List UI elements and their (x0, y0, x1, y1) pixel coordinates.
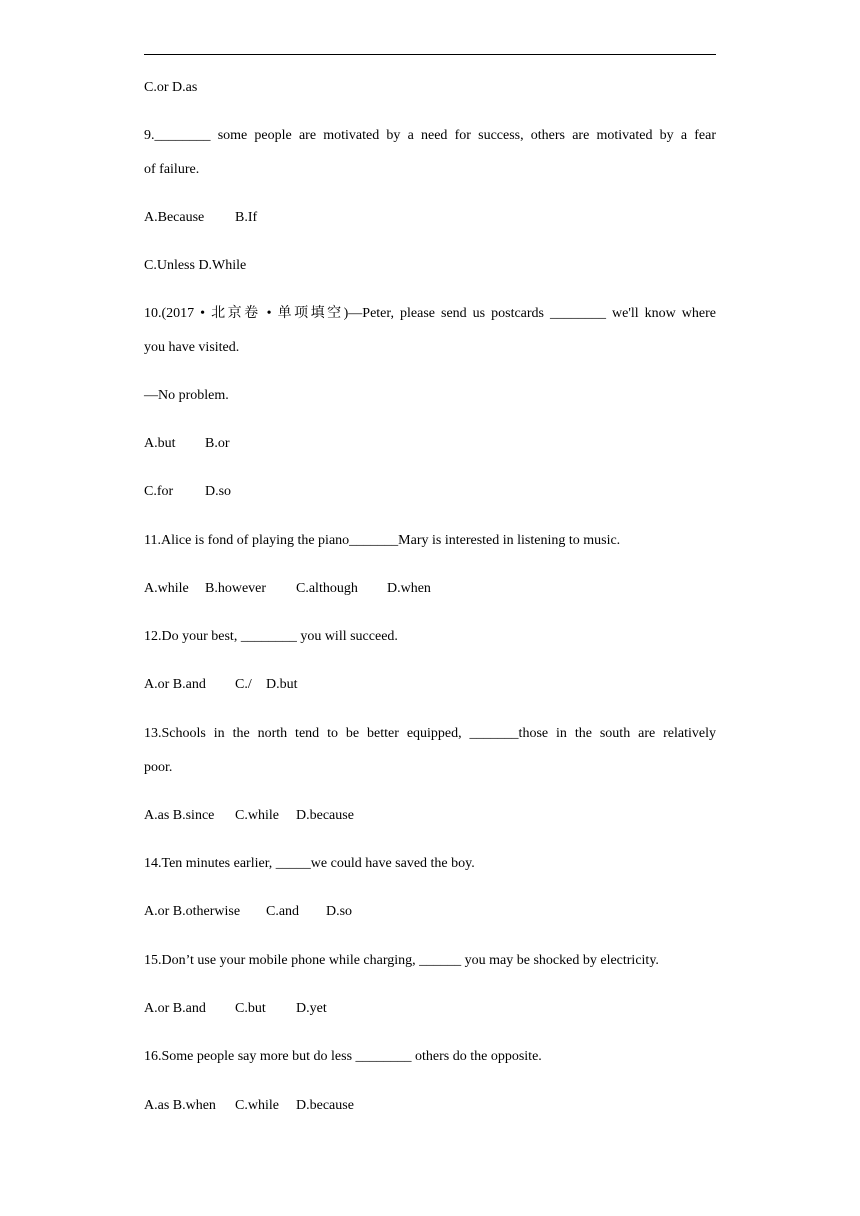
q10-option-d: D.so (205, 484, 232, 499)
q15-stem: 15.Don’t use your mobile phone while charging, ______ you may be shocked by electricity. (144, 953, 659, 968)
q9-option-a: A.Because (144, 210, 205, 225)
q12-option-d: D.but (266, 677, 298, 692)
header-rule (144, 54, 716, 55)
q11-option-b: B.however (205, 581, 267, 596)
q12-stem: 12.Do your best, ________ you will succeed. (144, 629, 398, 644)
q14-options-ab: A.or B.otherwise (144, 904, 241, 919)
q10-option-a: A.but (144, 436, 176, 451)
q13-stem-line2: poor. (144, 760, 173, 775)
q14-option-d: D.so (326, 904, 353, 919)
q9-stem-line2: of failure. (144, 162, 200, 177)
q14-stem: 14.Ten minutes earlier, _____we could have saved the boy. (144, 856, 475, 871)
q10-stem-line1: 10.(2017 • 北京卷 • 单项填空)—Peter, please send us postcards ________ we'll know where (144, 306, 716, 321)
q10-response: —No problem. (144, 388, 229, 403)
q15-options-ab: A.or B.and (144, 1001, 206, 1016)
q10-option-c: C.for (144, 484, 174, 499)
q13-stem-line1: 13.Schools in the north tend to be better equipped, _______those in the south are relatively (144, 726, 716, 741)
q16-option-d: D.because (296, 1098, 354, 1113)
q8-options-cd: C.or D.as (144, 80, 198, 95)
q9-option-b: B.If (235, 210, 258, 225)
q9-stem-line1: 9.________ some people are motivated by a need for success, others are motivated by a fear (144, 128, 716, 143)
q9-options-cd: C.Unless D.While (144, 258, 247, 273)
q15-option-d: D.yet (296, 1001, 327, 1016)
q10-option-b: B.or (205, 436, 230, 451)
q13-option-d: D.because (296, 808, 354, 823)
q15-option-c: C.but (235, 1001, 266, 1016)
q11-option-c: C.although (296, 581, 358, 596)
q10-stem-line2: you have visited. (144, 340, 240, 355)
q16-options-ab: A.as B.when (144, 1098, 216, 1113)
q12-option-c: C./ (235, 677, 252, 692)
q13-options-ab: A.as B.since (144, 808, 215, 823)
q14-option-c: C.and (266, 904, 300, 919)
q12-options-ab: A.or B.and (144, 677, 206, 692)
q13-option-c: C.while (235, 808, 279, 823)
q11-stem: 11.Alice is fond of playing the piano_______Mary is interested in listening to music. (144, 533, 621, 548)
q16-option-c: C.while (235, 1098, 279, 1113)
q11-option-a: A.while (144, 581, 189, 596)
q11-option-d: D.when (387, 581, 431, 596)
q16-stem: 16.Some people say more but do less ________ others do the opposite. (144, 1049, 542, 1064)
